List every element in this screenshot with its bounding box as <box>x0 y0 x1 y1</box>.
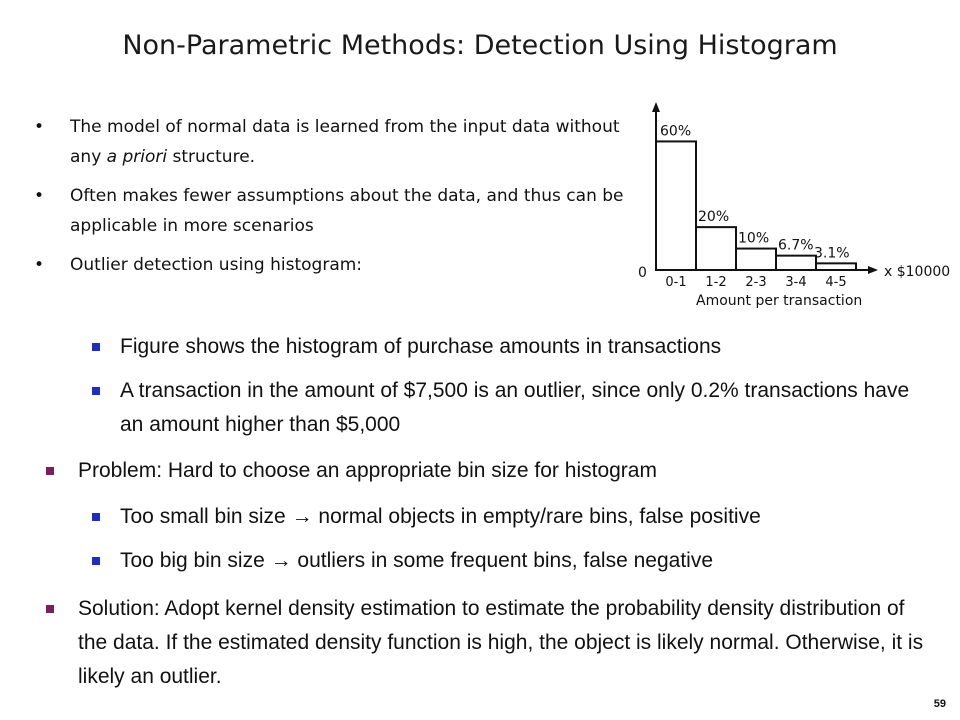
histogram-bar <box>696 227 736 270</box>
bullet-text-post: structure. <box>167 147 256 167</box>
square-bullet-icon <box>46 467 54 475</box>
histogram-bar <box>776 256 816 270</box>
histogram-bar <box>656 141 696 270</box>
bar-data-label: 3.1% <box>814 245 850 262</box>
square-bullet-icon <box>92 343 100 351</box>
sub-bullet-big-bin <box>120 544 950 578</box>
histogram-bar <box>736 249 776 270</box>
x-axis-label: Amount per transaction <box>696 293 863 309</box>
bullet-dot-icon: • <box>34 117 45 137</box>
origin-label: 0 <box>638 265 647 281</box>
bar-data-label: 10% <box>738 230 770 247</box>
bullet-item-2 <box>34 181 634 241</box>
x-unit-label: x $10000 <box>884 264 951 280</box>
bullet-text: Outlier detection using histogram: <box>70 255 363 275</box>
sub-bullet-small-bin <box>120 500 950 534</box>
sub-bullet-text: Figure shows the histogram of purchase amounts in transactions <box>120 335 722 358</box>
x-tick-label: 0-1 <box>665 275 687 290</box>
bar-data-label: 60% <box>660 123 692 140</box>
sub-bullet-text: Too small bin size → normal objects in empty/rare bins, false positive <box>120 505 761 528</box>
sub-bullet-outlier-example <box>120 374 920 442</box>
page-number: 59 <box>933 698 946 710</box>
bullet-dot-icon: • <box>34 186 45 206</box>
slide-title: Non-Parametric Methods: Detection Using Histogram <box>122 30 838 61</box>
bullet-item-1 <box>34 112 634 172</box>
x-tick-label: 2-3 <box>745 275 767 290</box>
square-bullet-icon <box>46 605 54 613</box>
sub-bullet-figure <box>120 330 940 364</box>
bar-data-label: 20% <box>698 209 730 226</box>
x-tick-label: 3-4 <box>785 275 807 290</box>
bullet-text-italic: a priori <box>106 147 168 167</box>
sub-bullet-text: A transaction in the amount of $7,500 is an outlier, since only 0.2% transactions have an amount higher than $5,000 <box>120 379 910 436</box>
square-bullet-icon <box>92 557 100 565</box>
square-bullet-icon <box>92 387 100 395</box>
solution-bullet <box>78 592 928 694</box>
problem-text: Problem: Hard to choose an appropriate bin size for histogram <box>78 459 657 482</box>
bullet-text: Often makes fewer assumptions about the data, and thus can be applicable in more scenarios <box>70 186 624 236</box>
histogram-chart <box>632 100 952 314</box>
problem-bullet <box>78 454 938 488</box>
square-bullet-icon <box>92 513 100 521</box>
x-tick-label: 1-2 <box>705 275 727 290</box>
bar-data-label: 6.7% <box>778 237 814 254</box>
x-tick-label: 4-5 <box>825 275 847 290</box>
bullet-item-3 <box>34 250 634 280</box>
sub-bullet-text: Too big bin size → outliers in some frequent bins, false negative <box>120 549 713 572</box>
bullet-dot-icon: • <box>34 255 45 275</box>
top-bullet-list <box>34 112 634 289</box>
solution-text: Solution: Adopt kernel density estimation to estimate the probability density distribution of the data. If the estimated density function is high, the object is likely normal. Otherwise, it is likely an outlier. <box>78 597 924 688</box>
bullet-text-pre: The model of normal data is learned from the input data without any <box>70 117 620 167</box>
